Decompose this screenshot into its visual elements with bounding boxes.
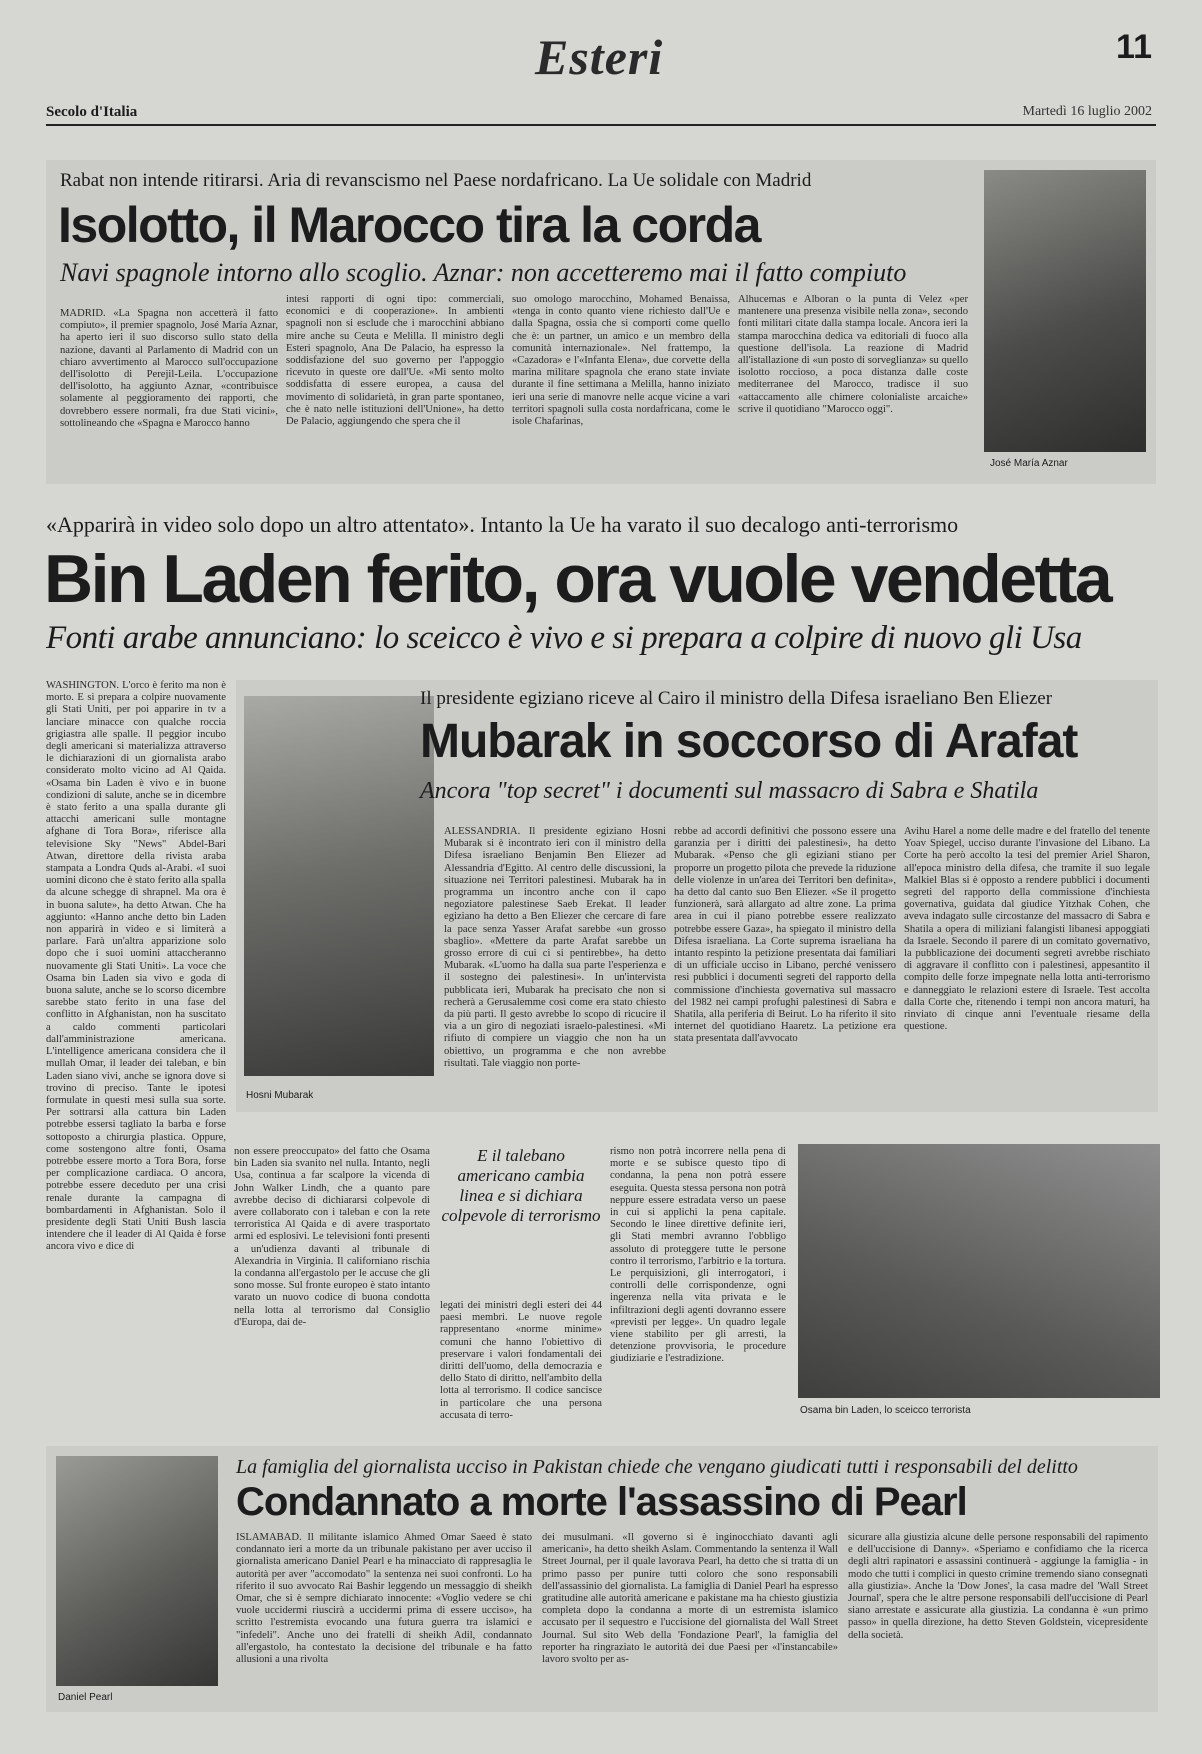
story3-column: Avihu Harel a nome delle madre e del fratello del tenente Yoav Spiegel, ucciso durante l'invasione del Libano. La Corte ha però accolto la tesi del premier Ariel Sharon, all'epoca ministro della difesa, che tramite il suo legale Malkiel Blas si è opposto a rendere pubblici i documenti segreti del rapporto della commissione d'inchiesta governativa, guidata dal giudice Yitzhak Cohen, che aveva indagato sulle circostanze del massacro di Sabra e Shatila a opera di miliziani falangisti libanesi appoggiati da Israele. Secondo il parere di un comitato governativo, la pubblicazione dei documenti segreti avrebbe rischiato di aggravare il conflitto con i palestinesi, appesantito il compito delle forze impegnate nella lotta anti-terrorismo e danneggiato le relazioni estere di Israele. Test accolta dalla Corte che, ritenendo i tempi non ancora maturi, ha rinviato di cinque anni l'eventuale riesame della questione.: [904, 826, 1150, 1033]
date-line: Martedì 16 luglio 2002: [1022, 104, 1152, 119]
story3-column: rebbe ad accordi definitivi che possono essere una garanzia per i diritti dei palestinesi», ha detto Mubarak. «Penso che gli egiziani stiano per proporre un progetto pilota che prevede la riduzione delle violenze in un'area dei Territori ben definita», ha detto dal canto suo Ben Eliezer. «Se il progetto funzionerà, sarà allargato ad altre zone. La prima area in cui il piano potrebbe essere realizzato potrebbe essere Gaza», ha spiegato il ministro della Difesa israeliana. La Corte suprema israeliana ha intanto respinto la petizione presentata dai familiari di un ufficiale ucciso in Libano, perché venissero resi pubblici i documenti segreti del rapporto della commissione d'inchiesta governativa sul massacro del 1982 nei campi profughi palestinesi di Sabra e Shatila, alla periferia di Beirut. Lo ha riferito il sito internet del quotidiano Haaretz. La petizione era stata presentata dall'avvocato: [674, 826, 896, 1045]
story5-column: dei musulmani. «Il governo si è inginocchiato davanti agli americani», ha detto sheikh Aslam. Commentando la sentenza il Wall Street Journal, per il quale lavorava Pearl, ha detto che si tratta di un primo passo per punire tutti coloro che sono responsabili dell'assassinio del giornalista. La famiglia di Daniel Pearl ha espresso gratitudine alle autorità americane e pakistane ma ha chiesto giustizia completa dopo la condanna a morte di un estremista islamico accusato per il sequestro e l'uccisione del giornalista del Wall Street Journal. Sul sito Web della 'Fondazione Pearl', la famiglia del reporter ha ringraziato le autorità dei due Paesi per «l'instancabile» lavoro svolto per as-: [542, 1532, 838, 1666]
story2-column: rismo non potrà incorrere nella pena di morte e se subisce questo tipo di condanna, la pena non potrà essere eseguita. Questa stessa persona non potrà neppure essere estradata verso un paese in cui si applichi la pena capitale. Secondo le linee direttive definite ieri, gli Stati membri avranno l'obbligo assoluto di proteggere tutte le persone contro il terrorismo, l'arbitrio e la tortura. Le perquisizioni, gli interrogatori, i controlli delle corrispondenze, ogni ingerenza nella vita privata e le infiltrazioni degli agenti dovranno essere «previsti per legge». Un quadro legale viene stabilito per gli arresti, la detenzione provvisoria, le procedure giudiziarie e l'estradizione.: [610, 1146, 786, 1365]
story3-kicker: Il presidente egiziano riceve al Cairo il ministro della Difesa israeliano Ben Eliezer: [420, 688, 1053, 709]
story1-headline: Isolotto, il Marocco tira la corda: [58, 197, 760, 253]
header-rule: [46, 124, 1156, 126]
story2-column: non essere preoccupato» del fatto che Osama bin Laden sia svanito nel nulla. Intanto, negli Usa, continua a far scalpore la vicenda di John Walker Lindh, che a quanto pare avrebbe deciso di dichiararsi colpevole di avere collaborato con i taleban e con la rete terroristica Al Qaida e di avere trasportato armi ed esplosivi. Le televisioni fonti presenti a un'udienza davanti al tribunale di Alexandria in Virginia. Il californiano rischia la condanna all'ergastolo per le accuse che gli sono mosse. Sul fronte europeo è stato intanto varato un nuovo codice di buona condotta nella lotta al terrorismo dal Consiglio d'Europa, dai de-: [234, 1146, 430, 1328]
story1-column: Alhucemas e Alboran o la punta di Velez «per mantenere una presenza visibile nella zona», secondo fonti militari citate dalla stampa locale. Ancora ieri la stampa marocchina dedica va editoriali di fuoco alla questione dell'isola. La reazione di Madrid all'istallazione di «un posto di sorveglianza» su quello isolotto roccioso, a poca distanza dalle coste mediterranee del Marocco, tradisce il suo «attaccamento alle chimere colonialiste arcaiche» scrive il quotidiano "Marocco oggi".: [738, 294, 968, 415]
story3-column: ALESSANDRIA. Il presidente egiziano Hosni Mubarak si è incontrato ieri con il ministro della Difesa israeliano Benjamin Ben Eliezer ad Alessandria d'Egitto. Al centro delle discussioni, la situazione nei Territori palestinesi. Mubarak ha in programma un incontro anche con il capo negoziatore palestinese Saeb Erekat. Il leader egiziano ha detto a Ben Eliezer che cercare di fare la pace senza Yasser Arafat sarebbe «un grosso sbaglio». «Mettere da parte Arafat sarebbe un grosso errore di cui ci si pentirebbe», ha detto Mubarak. «L'uomo ha dalla sua parte l'esperienza e il sostegno dei palestinesi». In un'intervista pubblicata ieri, Mubarak ha precisato che non si recherà a Gerusalemme così come era stato chiesto da più parti. Il gesto avrebbe lo scopo di ricucire il via a un giro di negoziati israelo-palestinesi. «Mi rifiuto di compiere un viaggio che non ha un obiettivo, un programma e che non avrebbe risultati. Tale viaggio non porte-: [444, 826, 666, 1069]
story1-kicker: Rabat non intende ritirarsi. Aria di revanscismo nel Paese nordafricano. La Ue solidale con Madrid: [60, 170, 812, 191]
story3-deck: Ancora "top secret" i documenti sul massacro di Sabra e Shatila: [420, 778, 1039, 804]
story5-column: ISLAMABAD. Il militante islamico Ahmed Omar Saeed è stato condannato ieri a morte da un tribunale pakistano per aver ucciso il giornalista americano Daniel Pearl e ha minacciato di rappresaglia le autorità per aver "accomodato" la sentenza nei suoi confronti. Lo ha riferito il suo avvocato Rai Bashir leggendo un messaggio di sheikh Omar, che si è sempre dichiarato innocente: «Voglio vedere se chi vuole uccidermi riuscirà a uccidermi prima di essere ucciso», ha scritto l'estremista evocando una futura guerra tra islamici e "infedeli". Anche uno dei fratelli di sheikh Adil, condannato all'ergastolo, ha contestato la decisione del tribunale e ha fatto allusioni a una rivolta: [236, 1532, 532, 1666]
mubarak-photo: [244, 696, 434, 1076]
paper-name: Secolo d'Italia: [46, 104, 138, 120]
story3-photo-caption: Hosni Mubarak: [246, 1090, 314, 1101]
story2-column: WASHINGTON. L'orco è ferito ma non è morto. E si prepara a colpire nuovamente gli Stati Uniti, per poi apparire in tv a lanciare minacce con qualche roccia grigiastra alle spalle. Il peggior incubo degli americani si materializza attraverso le dichiarazioni di un giornalista arabo considerato molto vicino ad Al Qaida. «Osama bin Laden è vivo e in buone condizioni di salute, anche se in dicembre è stato ferito a una spalla durante gli attacchi americani sulle montagne afghane di Tora Bora», riferisce alla televisione Sky "News" Abdel-Bari Atwan, direttore della rivista araba stampata a Londra Quds al-Arabi. «I suoi uomini dicono che è stato ferito alla spalla da alcune schegge di shrapnel. Ma ora è in buona salute», ha detto Atwan. Che ha aggiunto: «Hanno anche detto bin Laden non apparirà in video e si limiterà a parlare. Farà un'altra apparizione solo dopo che i suoi uomini attaccheranno nuovamente gli Stati Uniti». La voce che Osama bin Laden sia vivo e goda di buona salute, anche se lo scorso dicembre sarebbe stato ferito in una fase del conflitto in Afghanistan, non ha suscitato a caldo commenti particolari dall'amministrazione americana. L'intelligence americana considera che il mullah Omar, il leader dei taleban, e bin Laden siano vivi, anche se ignora dove si trovino di preciso. Tante le ipotesi formulate in questi mesi sulla sua sorte. Per sottrarsi alla cattura bin Laden potrebbe essersi tagliato la barba e forse sottoposto a chirurgia plastica. Oppure, come sostengono altre fonti, Osama potrebbe essere morto a Tora Bora, forse per complicazione cardiaca. O ancora, potrebbe essere deceduto per una crisi renale durante la campagna di bombardamenti in Afghanistan. Solo il presidente degli Stati Uniti Bush lascia intendere che il leader di Al Qaida è forse ancora vivo e dice di: [46, 680, 226, 1253]
story1-column: intesi rapporti di ogni tipo: commerciali, economici e di cooperazione». In ambienti spagnoli non si esclude che i marocchini abbiano mire anche su Ceuta e Melilla. Il ministro degli Esteri spagnolo, Ana De Palacio, ha espresso la soddisfazione del suo governo per l'appoggio ricevuto in queste ore dall'Ue. «Mi sento molto soddisfatta di essere europea, a causa del movimento di solidarietà, in gran parte spontaneo, che è nato nelle istituzioni dell'Unione», ha detto De Palacio, aggiungendo che spera che il: [286, 294, 504, 428]
story2-kicker: «Apparirà in video solo dopo un altro attentato». Intanto la Ue ha varato il suo decalogo anti-terrorismo: [46, 512, 959, 537]
story1-photo-caption: José María Aznar: [990, 458, 1068, 469]
story1-column: suo omologo marocchino, Mohamed Benaissa, «tenga in conto quanto viene richiesto dall'Ue e dalla Spagna, ossia che si comporti come quello che è: un partner, un amico e un membro della comunità internazionale». Nel frattempo, la «Cazadora» e l'«Infanta Elena», due corvette della marina militare spagnola che erano state inviate durante il fine settimana a Melilla, hanno iniziato ieri una serie di manovre nelle acque vicine a vari territori spagnoli sulla costa nordafricana, come le isole Chafarinas,: [512, 294, 730, 428]
story1-deck: Navi spagnole intorno allo scoglio. Aznar: non accetteremo mai il fatto compiuto: [60, 258, 907, 287]
story2-photo-caption: Osama bin Laden, lo sceicco terrorista: [800, 1405, 971, 1416]
story2-column: legati dei ministri degli esteri dei 44 paesi membri. Le nuove regole rappresentano «norme minime» comuni che hanno l'obiettivo di preservare i valori fondamentali dei diritti dell'uomo, della democrazia e dello Stato di diritto, nell'ambito della lotta al terrorismo. Il codice sancisce in particolare che una persona accusata di terro-: [440, 1300, 602, 1421]
story3-headline: Mubarak in soccorso di Arafat: [420, 715, 1078, 768]
story1-column: MADRID. «La Spagna non accetterà il fatto compiuto», il premier spagnolo, José María Aznar, ha aperto ieri il suo discorso sullo stato della nazione, davanti al Parlamento di Madrid con un chiaro avvertimento al Marocco sull'occupazione dell'isolotto di Perejil-Leila. L'occupazione dell'isolotto, ha aggiunto Aznar, «contribuisce solamente al peggioramento dei rapporti, che dovrebbero essere normali, fra due Stati vicini», sottolineando che «Spagna e Marocco hanno: [60, 308, 278, 429]
aznar-photo: [984, 170, 1146, 452]
pearl-photo: [56, 1456, 218, 1686]
section-title: Esteri: [535, 29, 664, 85]
bin-laden-photo: [798, 1144, 1160, 1398]
story5-photo-caption: Daniel Pearl: [58, 1692, 113, 1703]
story5-kicker: La famiglia del giornalista ucciso in Pakistan chiede che vengano giudicati tutti i responsabili del delitto: [236, 1456, 1078, 1478]
story2-headline: Bin Laden ferito, ora vuole vendetta: [44, 541, 1111, 617]
story2-deck: Fonti arabe annunciano: lo sceicco è vivo e si prepara a colpire di nuovo gli Usa: [46, 620, 1082, 656]
pull-quote: E il talebano americano cambia linea e si dichiara colpevole di terrorismo: [441, 1146, 601, 1225]
page-number: 11: [1116, 28, 1152, 66]
story5-headline: Condannato a morte l'assassino di Pearl: [236, 1480, 967, 1524]
story5-column: sicurare alla giustizia alcune delle persone responsabili del rapimento e dell'uccisione di Danny». «Speriamo e confidiamo che la ricerca degli altri rapinatori e assassini continuerà - aggiunge la famiglia - in modo che tutti i complici in questo crimine tremendo siano consegnati alla giustizia». Anche la 'Dow Jones', la casa madre del 'Wall Street Journal', spera che le altre persone responsabili dell'uccisione di Pearl siano arrestate e assicurate alla giustizia. La condanna è «un primo passo» in quella direzione, ha detto Steven Goldstein, vicepresidente della società.: [848, 1532, 1148, 1641]
